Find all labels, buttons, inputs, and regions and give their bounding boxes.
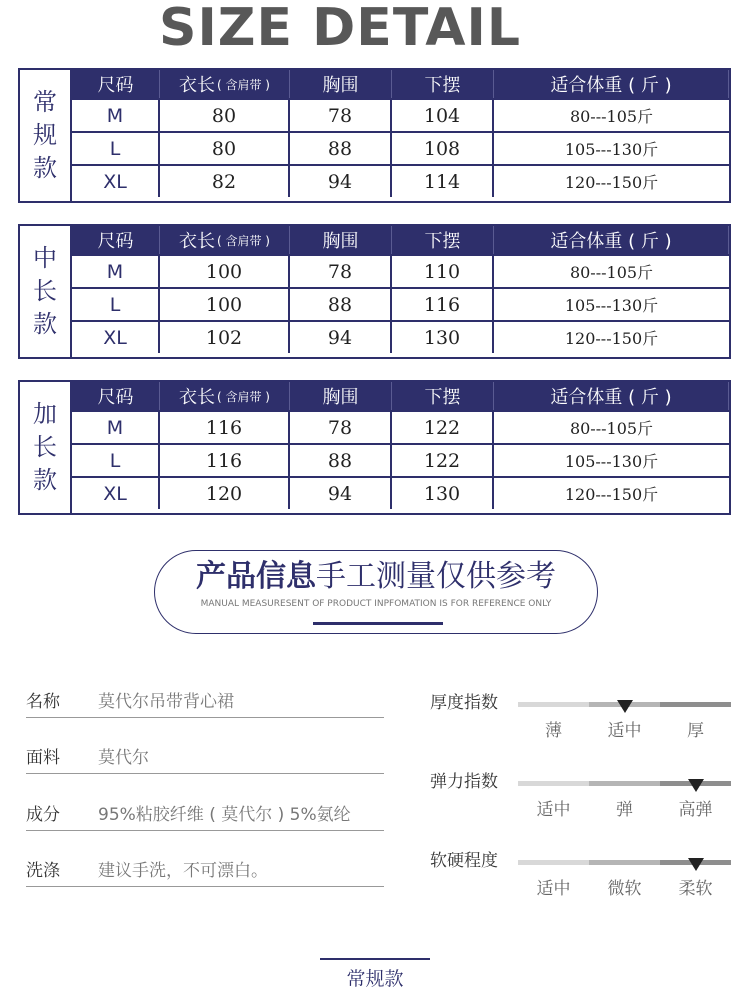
cell-weight: 120---150斤: [564, 485, 659, 504]
cell-size: XL: [72, 322, 160, 353]
cell-length: 82: [160, 166, 290, 197]
index-marker: [617, 700, 633, 713]
index-marker: [688, 779, 704, 792]
index-label: 薄: [545, 721, 562, 741]
header-length-note: ( 含肩带 ): [217, 77, 270, 92]
cell-length: 100: [160, 289, 290, 320]
style-label-char: 中: [33, 244, 57, 272]
index-bar-segment: [589, 781, 660, 786]
cell-hem: 122: [392, 445, 494, 476]
table-header-row: [72, 382, 729, 410]
table-header-row: [72, 226, 729, 254]
cell-chest: 94: [290, 478, 392, 509]
info-heading-light: 手工测量仅供参考: [316, 559, 556, 594]
cell-weight: 105---130斤: [564, 296, 659, 315]
cell-chest: 78: [290, 412, 392, 443]
style-label-char: 款: [33, 310, 57, 338]
cell-size: L: [72, 133, 160, 164]
cell-length: 120: [160, 478, 290, 509]
header-hem: 下摆: [392, 382, 494, 410]
spec-key: 面料: [26, 748, 60, 768]
index-bar-segment: [660, 702, 731, 707]
cell-hem: 122: [392, 412, 494, 443]
bottom-tab-line: [320, 958, 430, 960]
index-label: 高弹: [678, 800, 713, 820]
spec-row: [26, 743, 384, 774]
table-row: [72, 320, 729, 353]
spec-key: 洗涤: [26, 861, 60, 881]
bottom-tab[interactable]: [320, 958, 430, 991]
index-labels: [518, 795, 731, 820]
cell-hem: 110: [392, 256, 494, 287]
style-label-char: 长: [33, 433, 57, 461]
cell-hem: 104: [392, 100, 494, 131]
cell-weight: 120---150斤: [564, 173, 659, 192]
table-row: [72, 287, 729, 320]
table-style-label: [20, 226, 72, 357]
table-grid: [72, 382, 729, 513]
header-length: [160, 70, 290, 98]
size-table: [18, 68, 731, 203]
header-hem: 下摆: [392, 70, 494, 98]
index-label: 微软: [607, 879, 642, 899]
table-header-row: [72, 70, 729, 98]
cell-weight: 105---130斤: [564, 140, 659, 159]
header-weight: 适合体重 ( 斤 ): [494, 70, 729, 98]
cell-length: 102: [160, 322, 290, 353]
index-name: 厚度指数: [430, 693, 498, 713]
product-info-banner: [154, 550, 598, 634]
index-name: 软硬程度: [430, 851, 498, 871]
header-length-label: 衣长: [179, 231, 215, 252]
header-length: [160, 226, 290, 254]
spec-value: 95%粘胶纤维 ( 莫代尔 ) 5%氨纶: [98, 805, 351, 825]
header-weight: 适合体重 ( 斤 ): [494, 226, 729, 254]
table-grid: [72, 226, 729, 357]
index-label: 适中: [536, 800, 571, 820]
index-labels: [518, 716, 731, 741]
index-label: 厚: [687, 721, 704, 741]
table-style-label: [20, 382, 72, 513]
cell-chest: 94: [290, 322, 392, 353]
header-length-label: 衣长: [179, 387, 215, 408]
spec-value: 莫代尔吊带背心裙: [98, 692, 234, 712]
cell-weight: 80---105斤: [569, 107, 654, 126]
header-chest: 胸围: [290, 226, 392, 254]
cell-chest: 88: [290, 133, 392, 164]
index-label: 适中: [536, 879, 571, 899]
cell-chest: 78: [290, 256, 392, 287]
spec-row: [26, 687, 384, 718]
index-bar-segment: [518, 781, 589, 786]
style-label-char: 款: [33, 154, 57, 182]
cell-weight: 105---130斤: [564, 452, 659, 471]
table-row: [72, 164, 729, 197]
cell-length: 116: [160, 412, 290, 443]
style-label-char: 款: [33, 466, 57, 494]
cell-weight: 80---105斤: [569, 419, 654, 438]
table-row: [72, 131, 729, 164]
index-bar-segment: [518, 702, 589, 707]
table-style-label: [20, 70, 72, 201]
style-label-char: 加: [33, 400, 57, 428]
header-length-note: ( 含肩带 ): [217, 389, 270, 404]
header-size: 尺码: [72, 226, 160, 254]
header-hem: 下摆: [392, 226, 494, 254]
cell-length: 100: [160, 256, 290, 287]
cell-size: XL: [72, 166, 160, 197]
page-title: SIZE DETAIL: [159, 0, 521, 58]
info-underline: [313, 622, 443, 625]
index-bar-segment: [589, 860, 660, 865]
spec-key: 成分: [26, 805, 60, 825]
cell-hem: 114: [392, 166, 494, 197]
cell-size: M: [72, 256, 160, 287]
table-row: [72, 254, 729, 287]
index-label: 柔软: [678, 879, 713, 899]
cell-length: 80: [160, 133, 290, 164]
table-row: [72, 443, 729, 476]
table-row: [72, 476, 729, 509]
spec-value: 莫代尔: [98, 748, 149, 768]
cell-size: M: [72, 412, 160, 443]
style-label-char: 常: [33, 88, 57, 116]
table-grid: [72, 70, 729, 201]
cell-size: M: [72, 100, 160, 131]
cell-hem: 108: [392, 133, 494, 164]
header-chest: 胸围: [290, 70, 392, 98]
table-row: [72, 98, 729, 131]
bottom-tab-label: 常规款: [346, 968, 404, 990]
header-length: [160, 382, 290, 410]
size-table: [18, 380, 731, 515]
cell-size: L: [72, 445, 160, 476]
index-scale: [430, 767, 735, 847]
index-labels: [518, 874, 731, 899]
header-size: 尺码: [72, 382, 160, 410]
style-label-char: 规: [33, 121, 57, 149]
index-label: 适中: [607, 721, 642, 741]
cell-hem: 130: [392, 322, 494, 353]
cell-weight: 80---105斤: [569, 263, 654, 282]
cell-length: 116: [160, 445, 290, 476]
index-scale: [430, 846, 735, 926]
cell-size: L: [72, 289, 160, 320]
header-length-note: ( 含肩带 ): [217, 233, 270, 248]
index-marker: [688, 858, 704, 871]
index-name: 弹力指数: [430, 772, 498, 792]
cell-chest: 94: [290, 166, 392, 197]
header-size: 尺码: [72, 70, 160, 98]
size-table: [18, 224, 731, 359]
cell-length: 80: [160, 100, 290, 131]
cell-chest: 88: [290, 445, 392, 476]
cell-chest: 88: [290, 289, 392, 320]
index-label: 弹: [616, 800, 633, 820]
cell-size: XL: [72, 478, 160, 509]
cell-weight: 120---150斤: [564, 329, 659, 348]
index-scale: [430, 688, 735, 768]
info-subtitle: MANUAL MEASURESENT OF PRODUCT INPFOMATION IS FOR REFERENCE ONLY: [200, 599, 552, 609]
cell-chest: 78: [290, 100, 392, 131]
cell-hem: 116: [392, 289, 494, 320]
index-bar-segment: [518, 860, 589, 865]
info-heading-bold: 产品信息: [196, 559, 316, 594]
style-label-char: 长: [33, 277, 57, 305]
info-heading: [155, 559, 597, 595]
spec-key: 名称: [26, 692, 60, 712]
header-chest: 胸围: [290, 382, 392, 410]
header-length-label: 衣长: [179, 75, 215, 96]
spec-value: 建议手洗，不可漂白。: [98, 861, 268, 881]
spec-row: [26, 856, 384, 887]
spec-row: [26, 800, 384, 831]
table-row: [72, 410, 729, 443]
header-weight: 适合体重 ( 斤 ): [494, 382, 729, 410]
cell-hem: 130: [392, 478, 494, 509]
